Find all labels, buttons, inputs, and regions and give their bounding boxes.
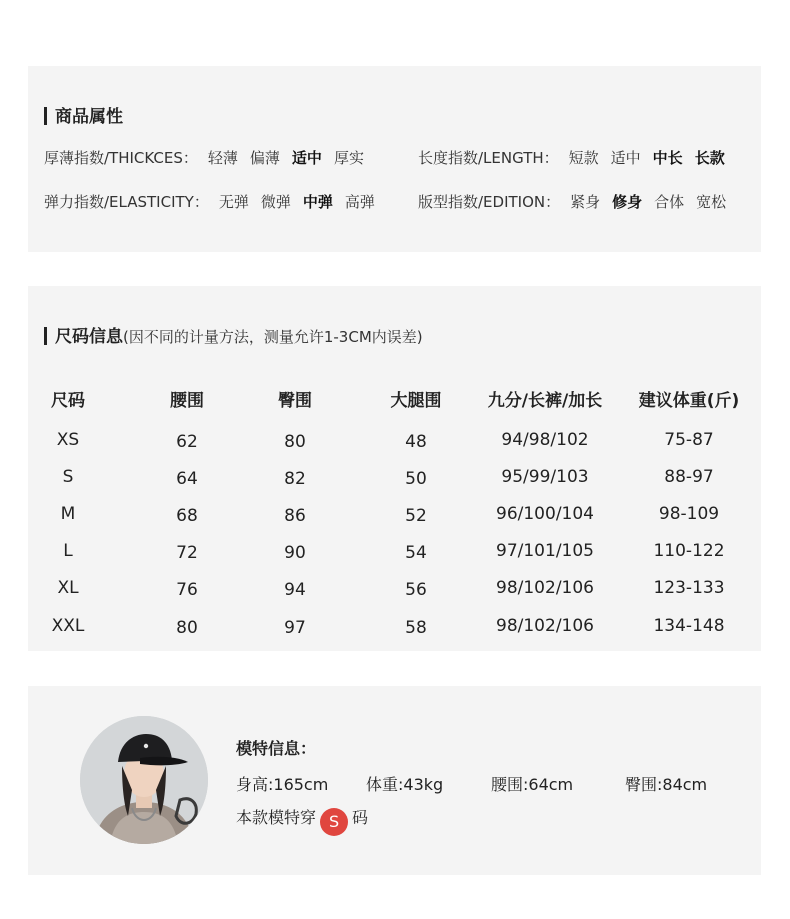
model-weight: 体重:43kg: [366, 775, 444, 794]
size-table-cell: 52: [405, 506, 427, 526]
attr-option-selected: 长款: [694, 149, 725, 167]
attr-option: 合体: [654, 193, 685, 211]
size-table-cell: 110-122: [653, 541, 725, 561]
size-table-header: 尺码: [51, 391, 85, 411]
attr-option-selected: 中弹: [302, 193, 333, 211]
size-table-cell: 98/102/106: [496, 578, 594, 598]
size-table-cell: 48: [405, 432, 427, 452]
size-table-header: 臀围: [278, 391, 312, 411]
size-table-cell: M: [60, 504, 76, 524]
model-hip: 臀围:84cm: [625, 775, 708, 794]
size-table-cell: S: [62, 467, 74, 487]
size-table-cell: 80: [284, 432, 306, 452]
size-table-cell: 95/99/103: [501, 467, 589, 487]
attr-label: 长度指数/LENGTH：: [418, 149, 559, 167]
attr-option-selected: 中长: [652, 149, 683, 167]
size-table-cell: L: [63, 541, 73, 561]
size-table-cell: 96/100/104: [496, 504, 594, 524]
size-table-cell: 90: [284, 543, 306, 563]
attr-option: 宽松: [696, 193, 727, 211]
model-waist: 腰围:64cm: [491, 775, 574, 794]
size-table-cell: 75-87: [664, 430, 714, 450]
size-chart-panel: [28, 286, 761, 651]
attr-option-selected: 修身: [612, 193, 643, 211]
size-table-cell: 98/102/106: [496, 616, 594, 636]
attr-row-thickness: [44, 147, 366, 168]
size-table-cell: 86: [284, 506, 306, 526]
attr-option: 厚实: [333, 149, 364, 167]
size-table-cell: 88-97: [664, 467, 714, 487]
size-table-cell: XXL: [51, 616, 85, 636]
size-table-header: 建议体重(斤): [638, 391, 740, 411]
size-table-cell: 68: [176, 506, 198, 526]
size-chart-note: (因不同的计量方法，测量允许1-3CM内误差): [123, 328, 423, 346]
title-bar-decoration: [44, 107, 47, 125]
size-table-cell: 62: [176, 432, 198, 452]
attr-row-elasticity: [44, 191, 377, 212]
size-table-header: 九分/长裤/加长: [487, 391, 603, 411]
attr-option: 高弹: [344, 193, 375, 211]
size-table-cell: 82: [284, 469, 306, 489]
model-avatar: [80, 716, 208, 844]
size-table-header: 大腿围: [390, 391, 442, 411]
size-table-cell: 94: [284, 580, 306, 600]
size-table-cell: 80: [176, 618, 198, 638]
size-table-header: 腰围: [170, 391, 204, 411]
model-wear-suffix: 码: [352, 808, 369, 827]
attr-option: 短款: [568, 149, 599, 167]
model-wear-line: [236, 805, 368, 836]
size-table-cell: 58: [405, 618, 427, 638]
attr-label: 厚薄指数/THICKCES：: [44, 149, 198, 167]
size-table-cell: 64: [176, 469, 198, 489]
model-panel: [28, 686, 761, 875]
attr-option: 紧身: [570, 193, 601, 211]
size-table-cell: 54: [405, 543, 427, 563]
size-table-cell: 97: [284, 618, 306, 638]
size-table-cell: 97/101/105: [496, 541, 594, 561]
model-size-badge: S: [320, 808, 348, 836]
size-table-cell: XL: [57, 578, 79, 598]
size-chart-title: [44, 322, 423, 347]
size-table-cell: 56: [405, 580, 427, 600]
attributes-title-text: 商品属性: [55, 107, 123, 127]
size-chart-title-text: 尺码信息: [55, 327, 123, 347]
size-table-cell: 50: [405, 469, 427, 489]
model-height: 身高:165cm: [236, 775, 329, 794]
attributes-title: [44, 102, 123, 127]
title-bar-decoration: [44, 327, 47, 345]
model-wear-prefix: 本款模特穿: [236, 808, 317, 827]
attributes-panel: [28, 66, 761, 252]
attr-option: 无弹: [218, 193, 249, 211]
attr-option-selected: 适中: [291, 149, 322, 167]
attr-option: 微弹: [260, 193, 291, 211]
attr-option: 适中: [610, 149, 641, 167]
attr-label: 版型指数/EDITION：: [418, 193, 561, 211]
attr-option: 轻薄: [207, 149, 238, 167]
model-info-title: 模特信息：: [236, 739, 317, 758]
size-table-cell: 98-109: [658, 504, 720, 524]
size-table-cell: 134-148: [653, 616, 725, 636]
size-table-cell: 72: [176, 543, 198, 563]
attr-option: 偏薄: [249, 149, 280, 167]
attr-row-edition: [418, 191, 728, 212]
size-table-cell: 94/98/102: [501, 430, 589, 450]
size-table-cell: 76: [176, 580, 198, 600]
attr-row-length: [418, 147, 727, 168]
size-table-cell: 123-133: [653, 578, 725, 598]
attr-label: 弹力指数/ELASTICITY：: [44, 193, 209, 211]
size-table-cell: XS: [56, 430, 80, 450]
